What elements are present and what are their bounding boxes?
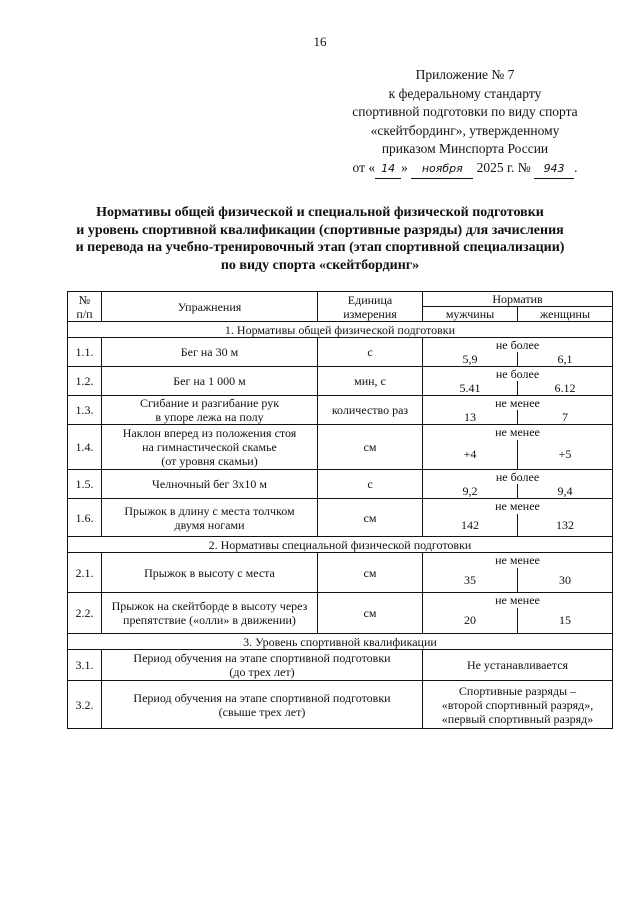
norm-condition: не более [423, 470, 613, 485]
header-norm: Норматив [423, 292, 613, 307]
norm-condition: не менее [423, 553, 613, 568]
norm-condition: не более [423, 338, 613, 353]
section-heading: 3. Уровень спортивной квалификации [68, 634, 613, 650]
title-line: Нормативы общей физической и специальной физической подготовки [96, 205, 544, 220]
table-row: 3.1. Период обучения на этапе спортивной подготовки (до трех лет) Не устанавливается [68, 650, 613, 681]
table-row: 2.1. Прыжок в высоту с места см не менее [68, 553, 613, 568]
norm-condition: не менее [423, 425, 613, 440]
date-prefix: от « [352, 159, 376, 175]
date-end: . [574, 159, 578, 175]
date-year: 2025 г. № [476, 159, 531, 175]
handwritten-day: 14 [375, 160, 401, 180]
header-women: женщины [518, 307, 613, 322]
date-mid: » [401, 159, 408, 175]
table-row: 1.4. Наклон вперед из положения стоя на гимнастической скамье (от уровня скамьи) см не менее [68, 425, 613, 440]
title-line: по виду спорта «скейтбординг» [220, 257, 420, 273]
section-heading: 2. Нормативы специальной физической подготовки [68, 537, 613, 553]
table-row: 1.1. Бег на 30 м с не более [68, 338, 613, 353]
header-men: мужчины [423, 307, 518, 322]
norm-condition: не более [423, 367, 613, 382]
norm-condition: не менее [423, 499, 613, 514]
appendix-line: спортивной подготовки по виду спорта [352, 104, 578, 119]
appendix-header [330, 66, 600, 179]
title-line: и перевода на учебно-тренировочный этап (этап спортивной специализации) [75, 240, 565, 255]
header-num: № п/п [68, 292, 102, 322]
norms-table: № п/п Упражнения Единица измерения Норматив мужчины женщины 1. Нормативы общей физической подготовки 1.1. Бег на 30 м с не более 5,9 6,1 1.2. Бег на 1 000 м мин, с не более 5.41 6.12 1.3. Сгибание и разгибание рук в упоре лежа на полу количество раз не менее 13 7 1.4. Наклон вперед из положения стоя на гимнастической скамье (от уровня скамьи) см не менее +4 +5 1.5. Челночный бег 3х10 м с не более 9,2 9,4 1.6. Прыжок в длину с места толчком двумя ногами см не менее 142 132 2. Нормативы специальной физической подготовки 2.1. Прыжок в высоту с места см не менее 35 30 2.2. Прыжок на скейтборде в высоту через препятствие («олли» в движении) см не менее 20 15 3. Уровень спортивной квалификации 3.1. Период обучения на этапе спортивной подготовки (до трех лет) Не устанавливается 3.2. Период обучения на этапе спортивной подготовки (свыше трех лет) Спортивные разряды – «второй спортивный разряд», «первый спортивный разряд» [67, 291, 613, 729]
table-row: 1.3. Сгибание и разгибание рук в упоре лежа на полу количество раз не менее [68, 396, 613, 411]
norm-condition: не менее [423, 593, 613, 608]
handwritten-month: ноября [411, 160, 473, 180]
section-heading: 1. Нормативы общей физической подготовки [68, 322, 613, 338]
norm-condition: не менее [423, 396, 613, 411]
table-row: 1.2. Бег на 1 000 м мин, с не более [68, 367, 613, 382]
table-row: 2.2. Прыжок на скейтборде в высоту через препятствие («олли» в движении) см не менее [68, 593, 613, 608]
appendix-line: приказом Минспорта России [381, 141, 549, 156]
table-row: 1.5. Челночный бег 3х10 м с не более [68, 470, 613, 485]
document-title [0, 204, 640, 274]
table-row: 1.6. Прыжок в длину с места толчком двумя ногами см не менее [68, 499, 613, 514]
title-line: и уровень спортивной квалификации (спортивные разряды) для зачисления [76, 222, 564, 238]
order-date-line [330, 159, 600, 180]
table-row: 3.2. Период обучения на этапе спортивной подготовки (свыше трех лет) Спортивные разряды – «второй спортивный разряд», «первый спортивный разряд» [68, 681, 613, 729]
header-unit: Единица измерения [318, 292, 423, 322]
appendix-title: Приложение № 7 [415, 67, 515, 82]
header-row [68, 292, 613, 307]
handwritten-order-number: 943 [534, 160, 574, 180]
header-exercise: Упражнения [102, 292, 318, 322]
appendix-line: к федеральному стандарту [388, 85, 542, 101]
page-number: 16 [313, 34, 327, 49]
appendix-line: «скейтбординг», утвержденному [370, 122, 560, 138]
